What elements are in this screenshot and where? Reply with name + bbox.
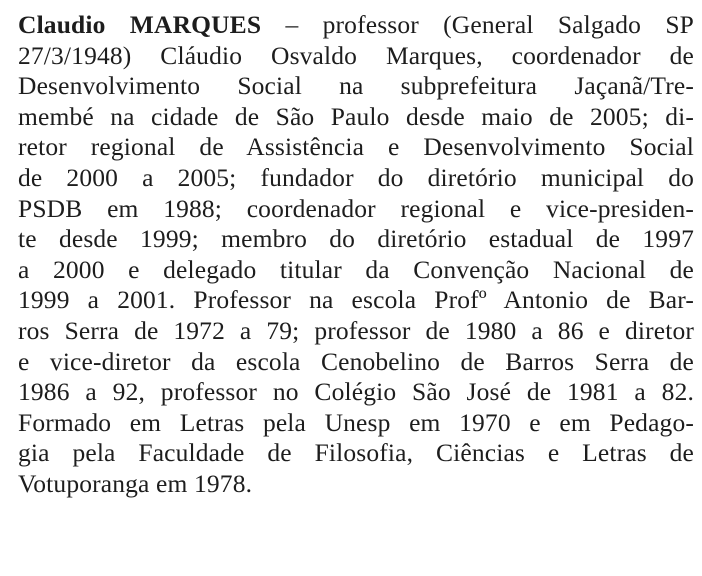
text-line-15: gia pela Faculdade de Filosofia, Ciências e Letras de	[18, 438, 694, 468]
entry-name: Claudio MARQUES	[18, 10, 262, 39]
text-line-6: de 2000 a 2005; fundador do diretório municipal do	[18, 162, 694, 192]
text-line-10: 1999 a 2001. Professor na escola Profº Antonio de Bar-	[18, 285, 694, 315]
text-line-12: e vice-diretor da escola Cenobelino de Barros Serra de	[18, 346, 694, 376]
text-line-11: ros Serra de 1972 a 79; professor de 1980 a 86 e diretor	[18, 315, 694, 345]
text-line-2: 27/3/1948) Cláudio Osvaldo Marques, coordenador de	[18, 40, 694, 70]
text-line-5: retor regional de Assistência e Desenvolvimento Social	[18, 132, 694, 162]
text-line-1	[18, 10, 694, 41]
text-line-3: Desenvolvimento Social na subprefeitura Jaçanã/Tre-	[18, 71, 694, 101]
text-line-13: 1986 a 92, professor no Colégio São José de 1981 a 82.	[18, 377, 694, 407]
biography-entry	[18, 10, 694, 500]
text-line-9: a 2000 e delegado titular da Convenção Nacional de	[18, 254, 694, 284]
text-line-7: PSDB em 1988; coordenador regional e vice-presiden-	[18, 193, 694, 223]
text-line-4: membé na cidade de São Paulo desde maio de 2005; di-	[18, 101, 694, 131]
text-line-16: Votuporanga em 1978.	[18, 468, 253, 498]
text-line-8: te desde 1999; membro do diretório estadual de 1997	[18, 224, 694, 254]
entry-intro: – professor (General Salgado SP	[261, 10, 694, 39]
text-line-14: Formado em Letras pela Unesp em 1970 e em Pedago-	[18, 407, 694, 437]
